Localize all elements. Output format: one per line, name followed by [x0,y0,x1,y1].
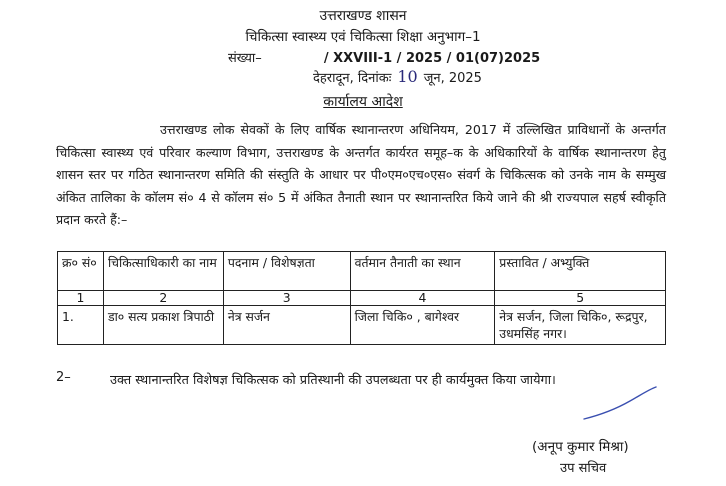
table-cell: नेत्र सर्जन [223,306,350,345]
reference-value: / XXVIII-1 / 2025 / 01(07)2025 [323,51,541,66]
table-cell: डा० सत्य प्रकाश त्रिपाठी [103,306,223,345]
transfer-table [57,251,666,345]
column-number: 3 [223,291,350,306]
column-number: 5 [495,291,666,306]
table-row [58,306,666,345]
date-day: 10 [397,67,418,86]
column-number: 1 [58,291,104,306]
table-header-cell: वर्तमान तैनाती का स्थान [350,252,495,291]
order-title: कार्यालय आदेश [323,94,403,110]
column-number: 4 [350,291,495,306]
table-cell: नेत्र सर्जन, जिला चिकि०, रूद्रपुर, उधमसिंह नगर। [495,306,666,345]
table-header-cell: चिकित्साधिकारी का नाम [103,252,223,291]
table-column-number-row [58,291,666,306]
table-header-row [58,252,666,291]
signatory-designation: उप सचिव [560,461,607,476]
column-number: 2 [103,291,223,306]
table-cell: जिला चिकि० , बागेश्वर [350,306,495,345]
date-month-year: जून, 2025 [423,71,482,86]
reference-number [228,48,540,66]
signature-mark [580,385,660,425]
place-date [313,67,482,86]
paragraph-2-number: 2– [56,370,71,385]
table-header-cell: क्र० सं० [58,252,104,291]
government-title: उत्तराखण्ड शासन [319,8,407,24]
paragraph-2: उक्त स्थानान्तरित विशेषज्ञ चिकित्सक को प्रतिस्थानी की उपलब्धता पर ही कार्यमुक्त किया जायेगा। [110,373,556,388]
signatory-name: (अनूप कुमार मिश्रा) [532,439,629,455]
department-name: चिकित्सा स्वास्थ्य एवं चिकित्सा शिक्षा अनुभाग–1 [245,29,481,45]
table-header-cell: प्रस्तावित / अभ्युक्ति [495,252,666,291]
place-date-prefix: देहरादून, दिनांकः [313,71,392,86]
paragraph-1: उत्तराखण्ड लोक सेवकों के लिए वार्षिक स्थानान्तरण अधिनियम, 2017 में उल्लिखित प्राविधानों के अन्तर्गत चिकित्सा स्वास्थ्य एवं परिवार कल्याण विभाग, उत्तराखण्ड के अन्तर्गत कार्यरत समूह–क के अधिकारियों के वार्षिक स्थानान्तरण हेतु शासन स्तर पर गठित स्थानान्तरण समिति की संस्तुति के आधार पर पी०एम०एच०एस० संवर्ग के चिकित्सक को उनके नाम के सम्मुख अंकित तालिका के कॉलम सं० 4 से कॉलम सं० 5 में अंकित तैनाती स्थान पर स्थानान्तरित किये जाने की श्री राज्यपाल सहर्ष स्वीकृति प्रदान करते हैं:– [56,122,666,227]
table-cell: 1. [58,306,104,345]
table-header-cell: पदनाम / विशेषज्ञता [223,252,350,291]
reference-label: संख्या– [228,51,262,66]
